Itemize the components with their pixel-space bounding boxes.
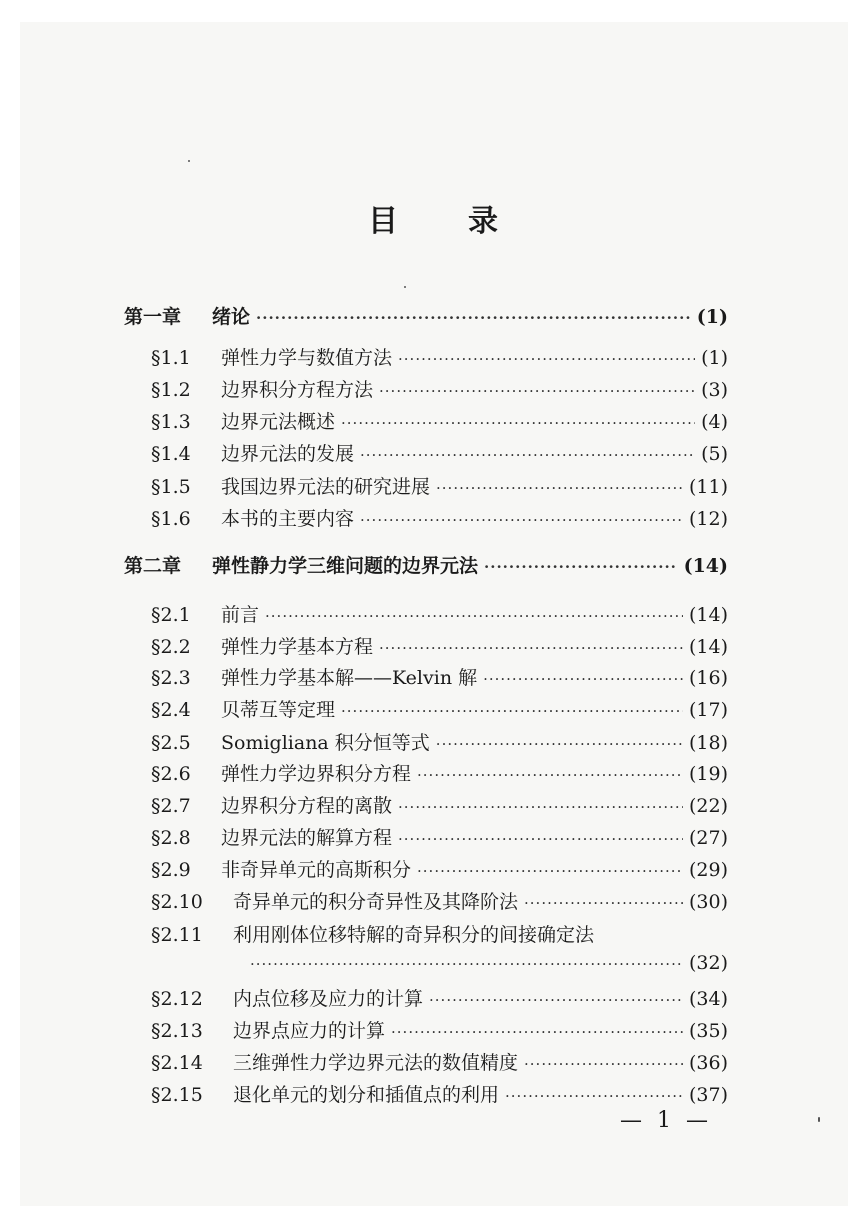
- toc-page-number: (29): [688, 859, 728, 881]
- toc-number: §2.5: [151, 732, 191, 754]
- scan-speck: [188, 160, 190, 162]
- toc-section-row: [151, 695, 728, 721]
- toc-section-row: [151, 791, 728, 817]
- toc-leader-dots: [417, 766, 683, 784]
- toc-leader-dots: [429, 991, 683, 1009]
- toc-leader-dots: [484, 558, 678, 576]
- toc-number: §2.6: [151, 763, 191, 785]
- toc-title: 前言: [221, 604, 260, 626]
- toc-section-row: [151, 343, 728, 369]
- toc-leader-dots: [483, 670, 683, 688]
- toc-leader-dots: [360, 446, 695, 464]
- toc-title: 弹性力学与数值方法: [221, 347, 393, 369]
- toc-title: 边界点应力的计算: [233, 1020, 386, 1042]
- toc-leader-dots: [505, 1087, 683, 1105]
- toc-page-number: (1): [696, 306, 728, 328]
- toc-title: 边界元法的解算方程: [221, 827, 393, 849]
- toc-page-number: (32): [688, 952, 728, 974]
- toc-number: §2.9: [151, 859, 191, 881]
- toc-page-number: (3): [701, 379, 728, 401]
- toc-page-number: (12): [688, 508, 728, 530]
- toc-title: 边界积分方程的离散: [221, 795, 393, 817]
- toc-chapter-row: [124, 551, 728, 577]
- toc-title: 绪论: [212, 306, 251, 328]
- toc-section-row: [151, 632, 728, 658]
- toc-number: §2.8: [151, 827, 191, 849]
- toc-section-row: [151, 1016, 728, 1042]
- toc-section-row: [151, 504, 728, 530]
- toc-leader-dots: [379, 382, 695, 400]
- toc-number: §2.13: [151, 1020, 203, 1042]
- toc-page-number: (34): [688, 988, 728, 1010]
- toc-page-number: (16): [688, 667, 728, 689]
- toc-title: 内点位移及应力的计算: [233, 988, 424, 1010]
- toc-page-number: (14): [683, 555, 728, 577]
- toc-leader-dots: [398, 830, 683, 848]
- toc-number: §1.2: [151, 379, 191, 401]
- toc-number: §1.4: [151, 443, 191, 465]
- page-number-footer: — 1 —: [620, 1108, 712, 1133]
- toc-title: 边界积分方程方法: [221, 379, 374, 401]
- toc-chapter-row: [124, 302, 728, 328]
- toc-section-row: [151, 407, 728, 433]
- toc-page-number: (18): [688, 732, 728, 754]
- toc-page-number: (14): [688, 636, 728, 658]
- toc-page-number: (14): [688, 604, 728, 626]
- toc-title: 退化单元的划分和插值点的利用: [233, 1084, 500, 1106]
- toc-title: 贝蒂互等定理: [221, 699, 336, 721]
- toc-page-number: (22): [688, 795, 728, 817]
- toc-section-row: [151, 600, 728, 626]
- toc-title: 边界元法概述: [221, 411, 336, 433]
- toc-section-row: [151, 375, 728, 401]
- toc-title: 弹性静力学三维问题的边界元法: [212, 555, 479, 577]
- toc-section-row: [151, 855, 728, 881]
- title-char-2: 录: [468, 204, 500, 239]
- toc-section-row: [151, 887, 728, 913]
- toc-title: 奇异单元的积分奇异性及其降阶法: [233, 891, 519, 913]
- toc-number: §1.5: [151, 476, 191, 498]
- toc-title: 非奇异单元的高斯积分: [221, 859, 412, 881]
- toc-number: §2.2: [151, 636, 191, 658]
- title-char-1: 目: [368, 204, 400, 239]
- toc-leader-dots: [379, 639, 683, 657]
- toc-page-number: (4): [701, 411, 728, 433]
- toc-title: 利用刚体位移特解的奇异积分的间接确定法: [233, 924, 595, 946]
- toc-section-row: [151, 984, 728, 1010]
- toc-leader-dots: [360, 511, 683, 529]
- toc-number: §2.3: [151, 667, 191, 689]
- toc-number: §1.6: [151, 508, 191, 530]
- toc-title: Somigliana 积分恒等式: [221, 732, 430, 754]
- toc-page-number: (5): [701, 443, 728, 465]
- toc-leader-dots: [398, 798, 683, 816]
- toc-leader-dots: [341, 702, 683, 720]
- toc-section-row: [151, 920, 728, 946]
- toc-section-row: [151, 1048, 728, 1074]
- toc-title: 三维弹性力学边界元法的数值精度: [233, 1052, 519, 1074]
- toc-page-number: (37): [688, 1084, 728, 1106]
- toc-page-number: (17): [688, 699, 728, 721]
- toc-section-row: [244, 952, 728, 978]
- toc-leader-dots: [436, 479, 683, 497]
- toc-title: 本书的主要内容: [221, 508, 355, 530]
- toc-leader-dots: [391, 1023, 683, 1041]
- toc-number: §2.7: [151, 795, 191, 817]
- toc-section-row: [151, 759, 728, 785]
- toc-title: 边界元法的发展: [221, 443, 355, 465]
- toc-number: §1.1: [151, 347, 191, 369]
- toc-page-number: (36): [688, 1052, 728, 1074]
- toc-number: §2.12: [151, 988, 203, 1010]
- toc-title: 弹性力学边界积分方程: [221, 763, 412, 785]
- toc-page-number: (27): [688, 827, 728, 849]
- toc-section-row: [151, 472, 728, 498]
- toc-page-number: (1): [701, 347, 728, 369]
- toc-section-row: [151, 728, 728, 754]
- toc-leader-dots: [341, 414, 695, 432]
- toc-number: §2.11: [151, 924, 203, 946]
- toc-page-number: (11): [688, 476, 728, 498]
- toc-title: 我国边界元法的研究进展: [221, 476, 431, 498]
- toc-leader-dots: [524, 1055, 683, 1073]
- toc-number: §2.15: [151, 1084, 203, 1106]
- toc-number: §2.10: [151, 891, 203, 913]
- toc-section-row: [151, 823, 728, 849]
- toc-leader-dots: [417, 862, 683, 880]
- toc-page-number: (35): [688, 1020, 728, 1042]
- toc-section-row: [151, 1080, 728, 1106]
- toc-number: §2.1: [151, 604, 191, 626]
- toc-leader-dots: [265, 607, 683, 625]
- toc-page-number: (19): [688, 763, 728, 785]
- page-title: [0, 196, 868, 240]
- toc-leader-dots: [524, 894, 683, 912]
- toc-section-row: [151, 439, 728, 465]
- toc-number: 第二章: [124, 555, 182, 577]
- toc-number: §1.3: [151, 411, 191, 433]
- scan-speck: [818, 1117, 820, 1122]
- toc-number: 第一章: [124, 306, 182, 328]
- toc-leader-dots: [256, 309, 691, 327]
- toc-page-number: (30): [688, 891, 728, 913]
- toc-leader-dots: [250, 955, 683, 973]
- toc-title: 弹性力学基本方程: [221, 636, 374, 658]
- toc-number: §2.14: [151, 1052, 203, 1074]
- scan-speck: [404, 286, 406, 288]
- toc-section-row: [151, 663, 728, 689]
- toc-leader-dots: [398, 350, 695, 368]
- toc-leader-dots: [436, 735, 683, 753]
- toc-number: §2.4: [151, 699, 191, 721]
- toc-title: 弹性力学基本解——Kelvin 解: [221, 667, 478, 689]
